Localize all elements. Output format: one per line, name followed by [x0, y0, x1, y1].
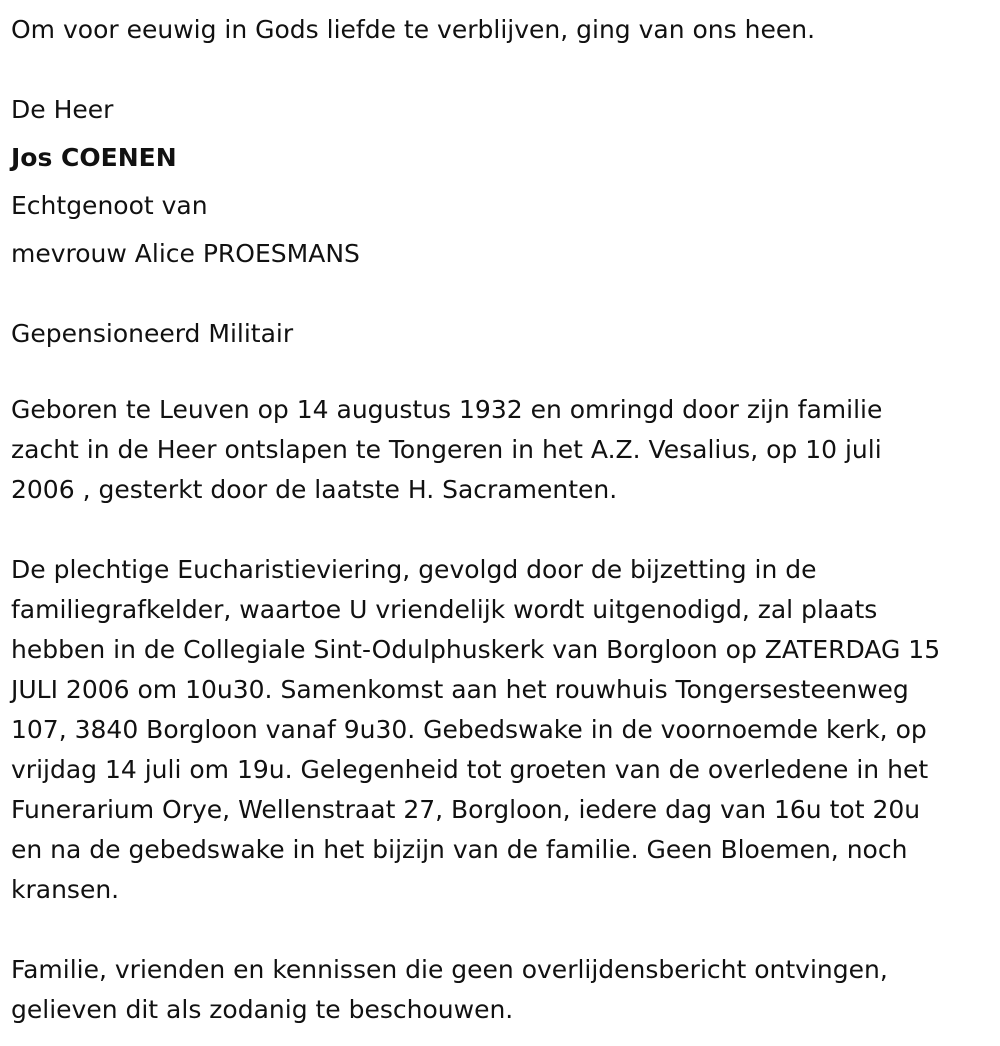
funeral-paragraph [11, 550, 990, 910]
spouse-name: mevrouw Alice PROESMANS [11, 239, 360, 268]
closing-paragraph [11, 950, 990, 1030]
spacer [11, 278, 990, 310]
spacer [11, 910, 990, 950]
spacer [11, 54, 990, 86]
birth-death-paragraph [11, 390, 990, 510]
paragraph-line: hebben in de Collegiale Sint-Odulphuskerk van Borgloon op ZATERDAG 15 [11, 635, 941, 664]
paragraph-line: Funerarium Orye, Wellenstraat 27, Borgloon, iedere dag van 16u tot 20u [11, 795, 921, 824]
paragraph-line: zacht in de Heer ontslapen te Tongeren in het A.Z. Vesalius, op 10 juli [11, 435, 882, 464]
paragraph-line: Familie, vrienden en kennissen die geen overlijdensbericht ontvingen, [11, 955, 888, 984]
paragraph-line: 107, 3840 Borgloon vanaf 9u30. Gebedswake in de voornoemde kerk, op [11, 715, 927, 744]
paragraph-line: kransen. [11, 875, 120, 904]
title-text: De Heer [11, 95, 114, 124]
occupation-text: Gepensioneerd Militair [11, 319, 294, 348]
paragraph-line: Geboren te Leuven op 14 augustus 1932 en omringd door zijn familie [11, 395, 883, 424]
paragraph-line: gelieven dit als zodanig te beschouwen. [11, 995, 514, 1024]
relation-text: Echtgenoot van [11, 191, 208, 220]
paragraph-line: en na de gebedswake in het bijzijn van de familie. Geen Bloemen, noch [11, 835, 908, 864]
paragraph-line: 2006 , gesterkt door de laatste H. Sacramenten. [11, 475, 618, 504]
intro-text: Om voor eeuwig in Gods liefde te verblijven, ging van ons heen. [11, 15, 816, 44]
paragraph-line: vrijdag 14 juli om 19u. Gelegenheid tot groeten van de overledene in het [11, 755, 929, 784]
paragraph-line: De plechtige Eucharistieviering, gevolgd door de bijzetting in de [11, 555, 817, 584]
spacer [11, 510, 990, 550]
spacer [11, 358, 990, 390]
paragraph-line: JULI 2006 om 10u30. Samenkomst aan het rouwhuis Tongersesteenweg [11, 675, 909, 704]
paragraph-line: familiegrafkelder, waartoe U vriendelijk wordt uitgenodigd, zal plaats [11, 595, 878, 624]
deceased-name: Jos COENEN [11, 143, 177, 172]
